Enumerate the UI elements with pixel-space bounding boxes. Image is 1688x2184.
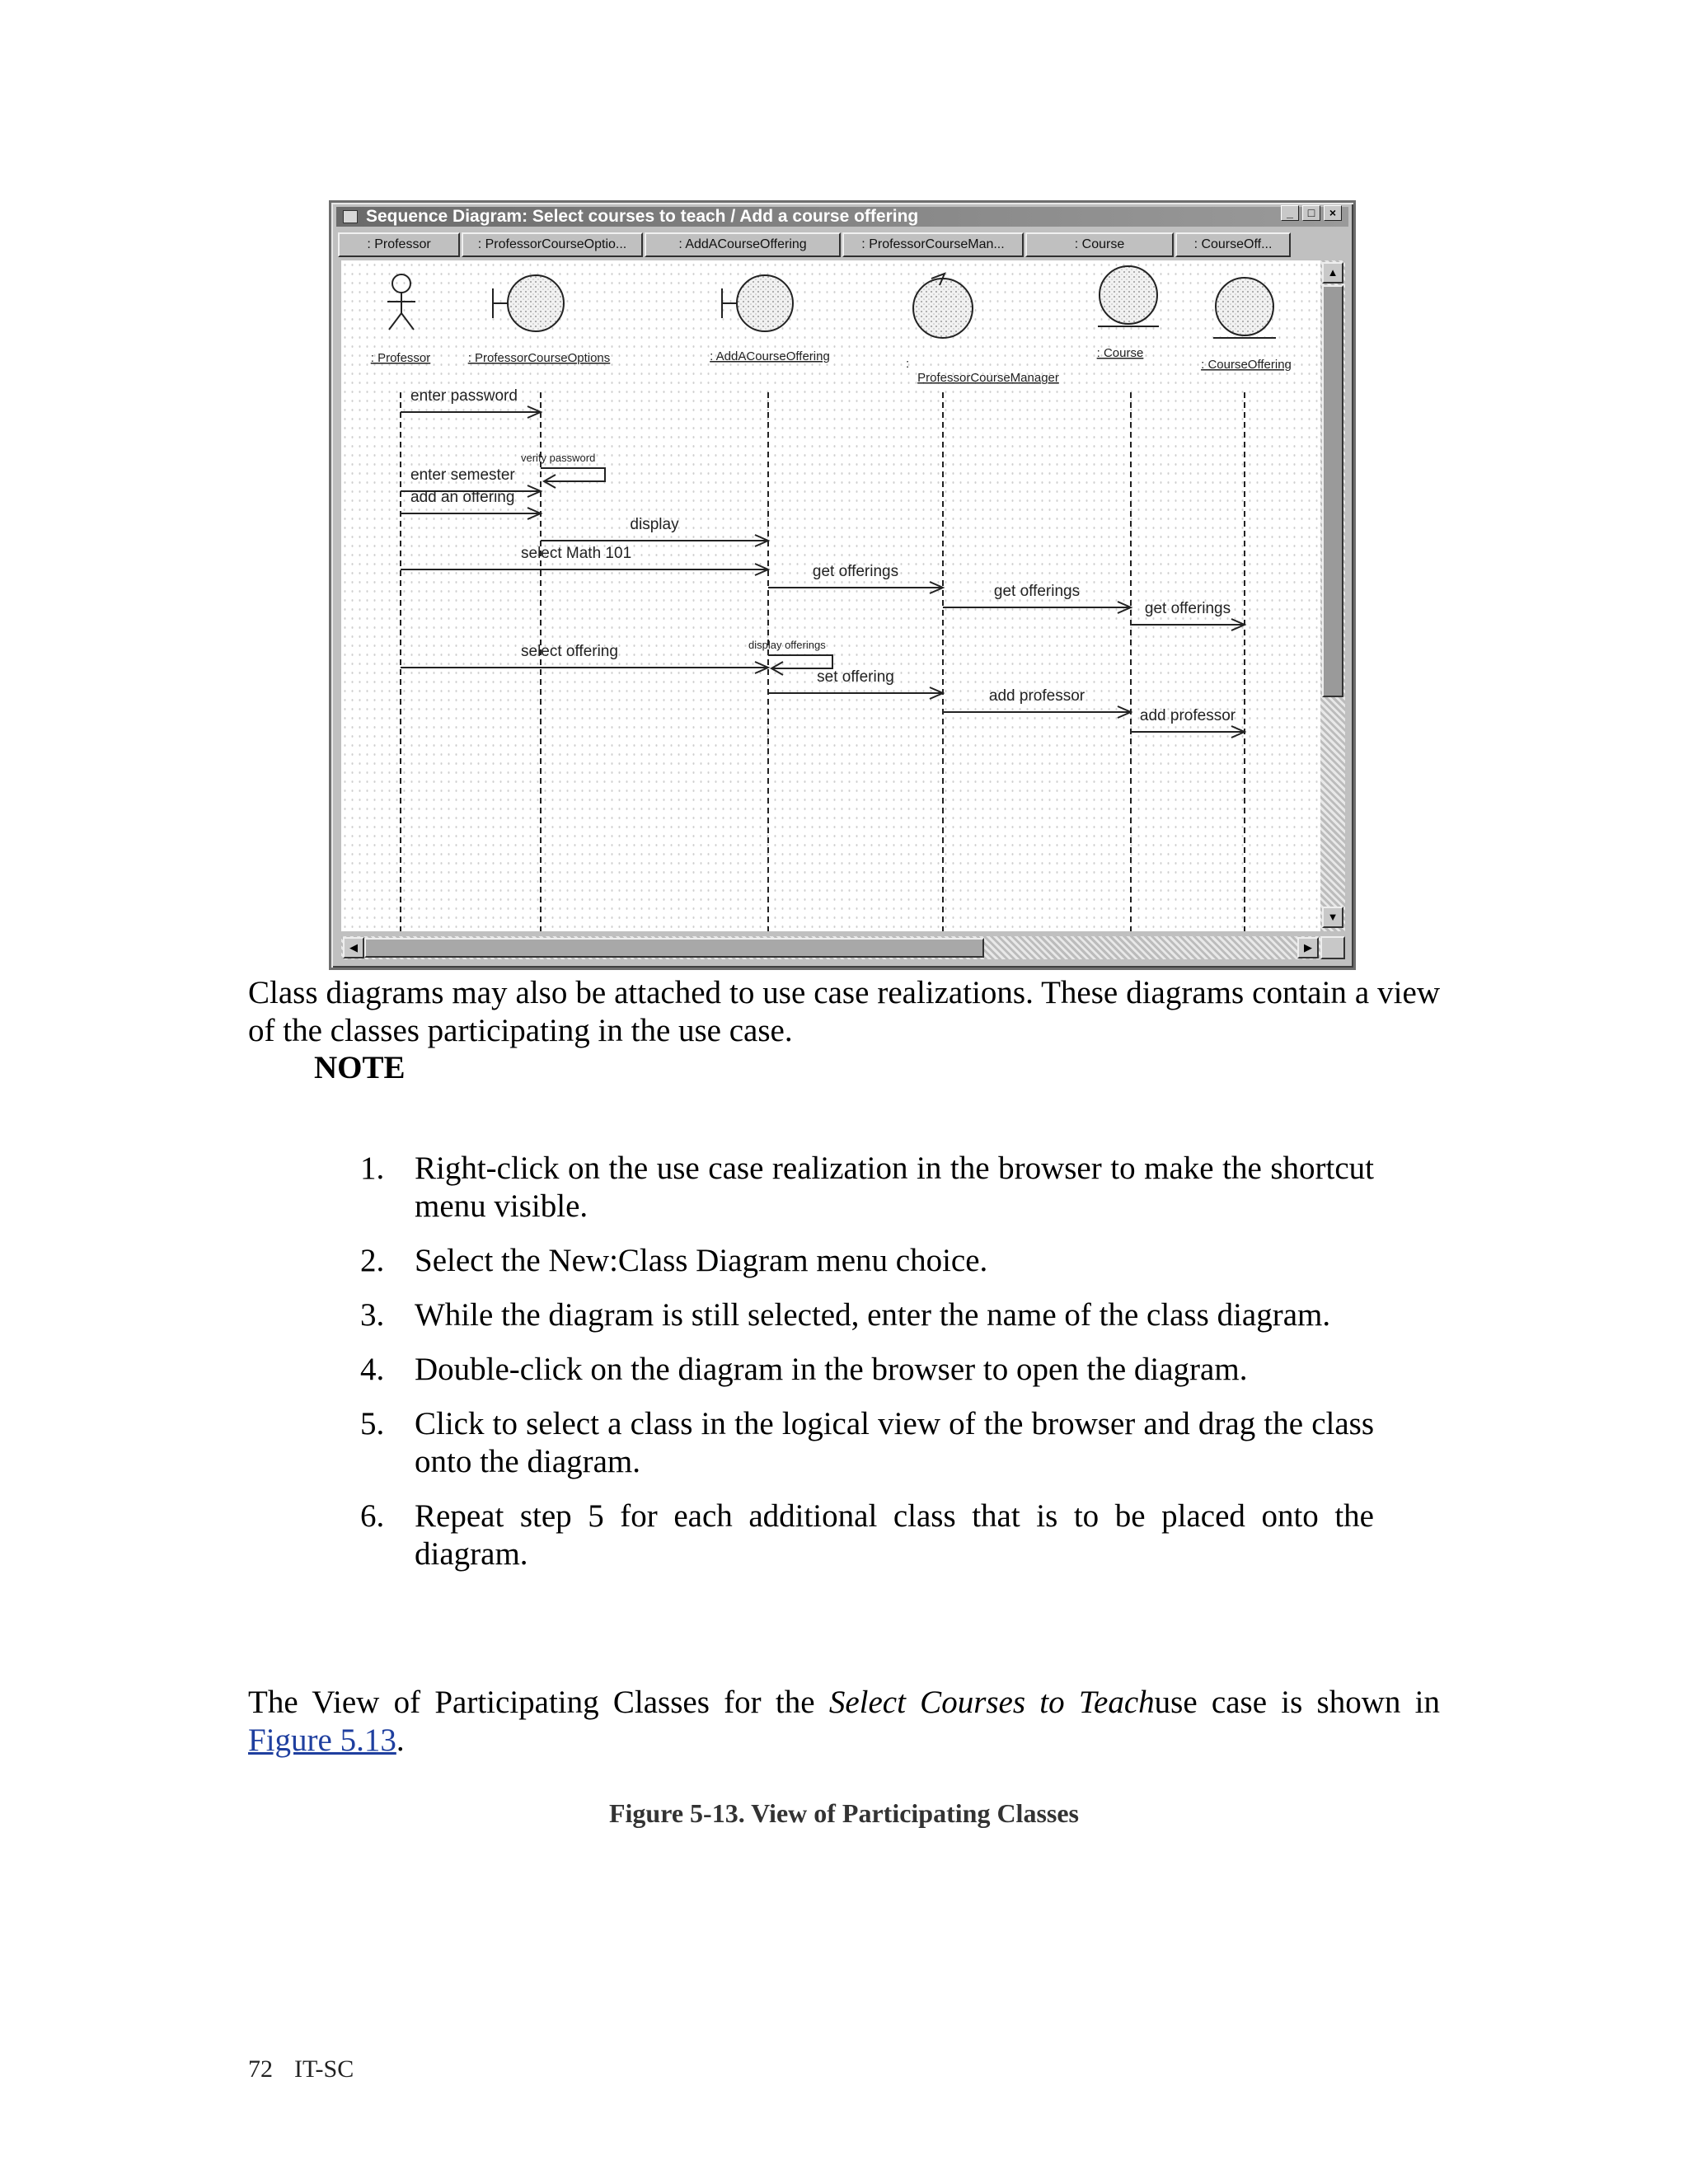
column-header[interactable]: : Professor	[338, 232, 460, 257]
object-label-line1: :	[906, 357, 910, 371]
boundary-icon[interactable]	[722, 275, 793, 331]
message-label: add professor	[1139, 707, 1236, 724]
step-number: 4.	[360, 1352, 385, 1387]
actor-icon[interactable]	[387, 274, 415, 330]
list-item	[360, 1405, 1374, 1481]
closing-period: .	[396, 1722, 405, 1758]
entity-icon[interactable]	[1098, 266, 1159, 326]
entity-icon[interactable]	[1213, 278, 1276, 338]
scroll-left-icon[interactable]: ◀	[343, 937, 364, 958]
object-label: : CourseOffering	[1201, 358, 1292, 372]
message-label: set offering	[817, 668, 894, 686]
scroll-right-icon[interactable]: ▶	[1297, 937, 1319, 958]
step-number: 5.	[360, 1406, 385, 1441]
window-title: Sequence Diagram: Select courses to teach / Add a course offering	[366, 207, 919, 226]
lifelines	[401, 392, 1245, 931]
list-item	[360, 1351, 1374, 1389]
step-text: Double-click on the diagram in the browser to open the diagram.	[415, 1352, 1248, 1387]
list-item	[360, 1242, 1374, 1280]
page-number: 72	[248, 2055, 273, 2083]
boundary-icon[interactable]	[493, 275, 564, 331]
step-number: 6.	[360, 1498, 385, 1534]
message-label: select offering	[521, 643, 618, 660]
maximize-button[interactable]: □	[1302, 205, 1320, 221]
object-label-line2: ProfessorCourseManager	[917, 371, 1059, 385]
closing-paragraph	[248, 1684, 1440, 1760]
message-label: get offerings	[1144, 600, 1231, 617]
message-label: verify password	[521, 452, 596, 464]
step-number: 2.	[360, 1243, 385, 1278]
self-message-arrow[interactable]	[768, 655, 832, 668]
column-header[interactable]: : ProfessorCourseOptio...	[462, 232, 643, 257]
messages	[401, 387, 1245, 738]
step-number: 3.	[360, 1297, 385, 1333]
step-text: Right-click on the use case realization in the browser to make the shortcut menu visible.	[415, 1151, 1374, 1224]
horizontal-scroll-thumb[interactable]	[364, 938, 984, 958]
message-label: select Math 101	[521, 545, 632, 562]
list-item	[360, 1150, 1374, 1226]
close-button[interactable]: ×	[1324, 205, 1342, 221]
scroll-down-icon[interactable]: ▼	[1322, 907, 1343, 928]
object-label: : ProfessorCourseOptions	[467, 351, 611, 365]
message-label: get offerings	[812, 563, 899, 580]
object-label: : AddACourseOffering	[710, 349, 830, 363]
message-label: add an offering	[410, 489, 515, 506]
page-footer	[248, 2055, 375, 2083]
footer-label: IT-SC	[294, 2055, 354, 2083]
figure-link[interactable]: Figure 5.13	[248, 1722, 396, 1758]
minimize-button[interactable]: _	[1281, 205, 1299, 221]
lifeline-header-bar	[338, 232, 1324, 257]
message-label: enter password	[410, 387, 518, 405]
column-header[interactable]: : AddACourseOffering	[645, 232, 841, 257]
control-icon[interactable]	[913, 274, 973, 338]
step-number: 1.	[360, 1151, 385, 1186]
column-header[interactable]: : ProfessorCourseMan...	[842, 232, 1024, 257]
object-label: : Professor	[370, 351, 431, 365]
step-text: While the diagram is still selected, enter the name of the class diagram.	[415, 1297, 1331, 1333]
step-text: Select the New:Class Diagram menu choice.	[415, 1243, 988, 1278]
scroll-up-icon[interactable]: ▲	[1322, 262, 1343, 284]
horizontal-scrollbar[interactable]	[341, 936, 1320, 959]
closing-text: use case is shown in	[1154, 1685, 1440, 1720]
column-header[interactable]: : CourseOff...	[1175, 232, 1291, 257]
column-header[interactable]: : Course	[1025, 232, 1174, 257]
list-item	[360, 1497, 1374, 1573]
step-text: Click to select a class in the logical view of the browser and drag the class onto the diagram.	[415, 1406, 1374, 1479]
app-icon	[343, 210, 358, 223]
self-message-arrow[interactable]	[541, 468, 605, 481]
sequence-diagram	[341, 260, 1320, 931]
closing-text: The View of Participating Classes for the	[248, 1685, 829, 1720]
window-titlebar[interactable]	[336, 207, 1348, 227]
figure-caption: Figure 5-13. View of Participating Classes	[608, 1798, 1079, 1828]
vertical-scrollbar[interactable]	[1320, 260, 1345, 931]
message-label: enter semester	[410, 466, 515, 484]
intro-paragraph: Class diagrams may also be attached to use case realizations. These diagrams contain a view of the classes participating in the use case.	[248, 975, 1440, 1048]
message-label: display	[630, 516, 679, 533]
list-item	[360, 1296, 1374, 1334]
diagram-canvas[interactable]	[341, 260, 1320, 931]
resize-grip-icon[interactable]	[1320, 936, 1345, 959]
message-label: display offerings	[748, 639, 826, 651]
message-label: get offerings	[993, 583, 1081, 600]
step-text: Repeat step 5 for each additional class that is to be placed onto the diagram.	[415, 1498, 1374, 1572]
object-label: : Course	[1096, 346, 1144, 360]
note-heading: NOTE	[314, 1050, 406, 1085]
sequence-diagram-window	[329, 200, 1356, 970]
message-label: add professor	[988, 687, 1085, 705]
steps-list	[360, 1150, 1374, 1590]
vertical-scroll-thumb[interactable]	[1322, 285, 1343, 697]
use-case-name: Select Courses to Teach	[828, 1685, 1155, 1720]
